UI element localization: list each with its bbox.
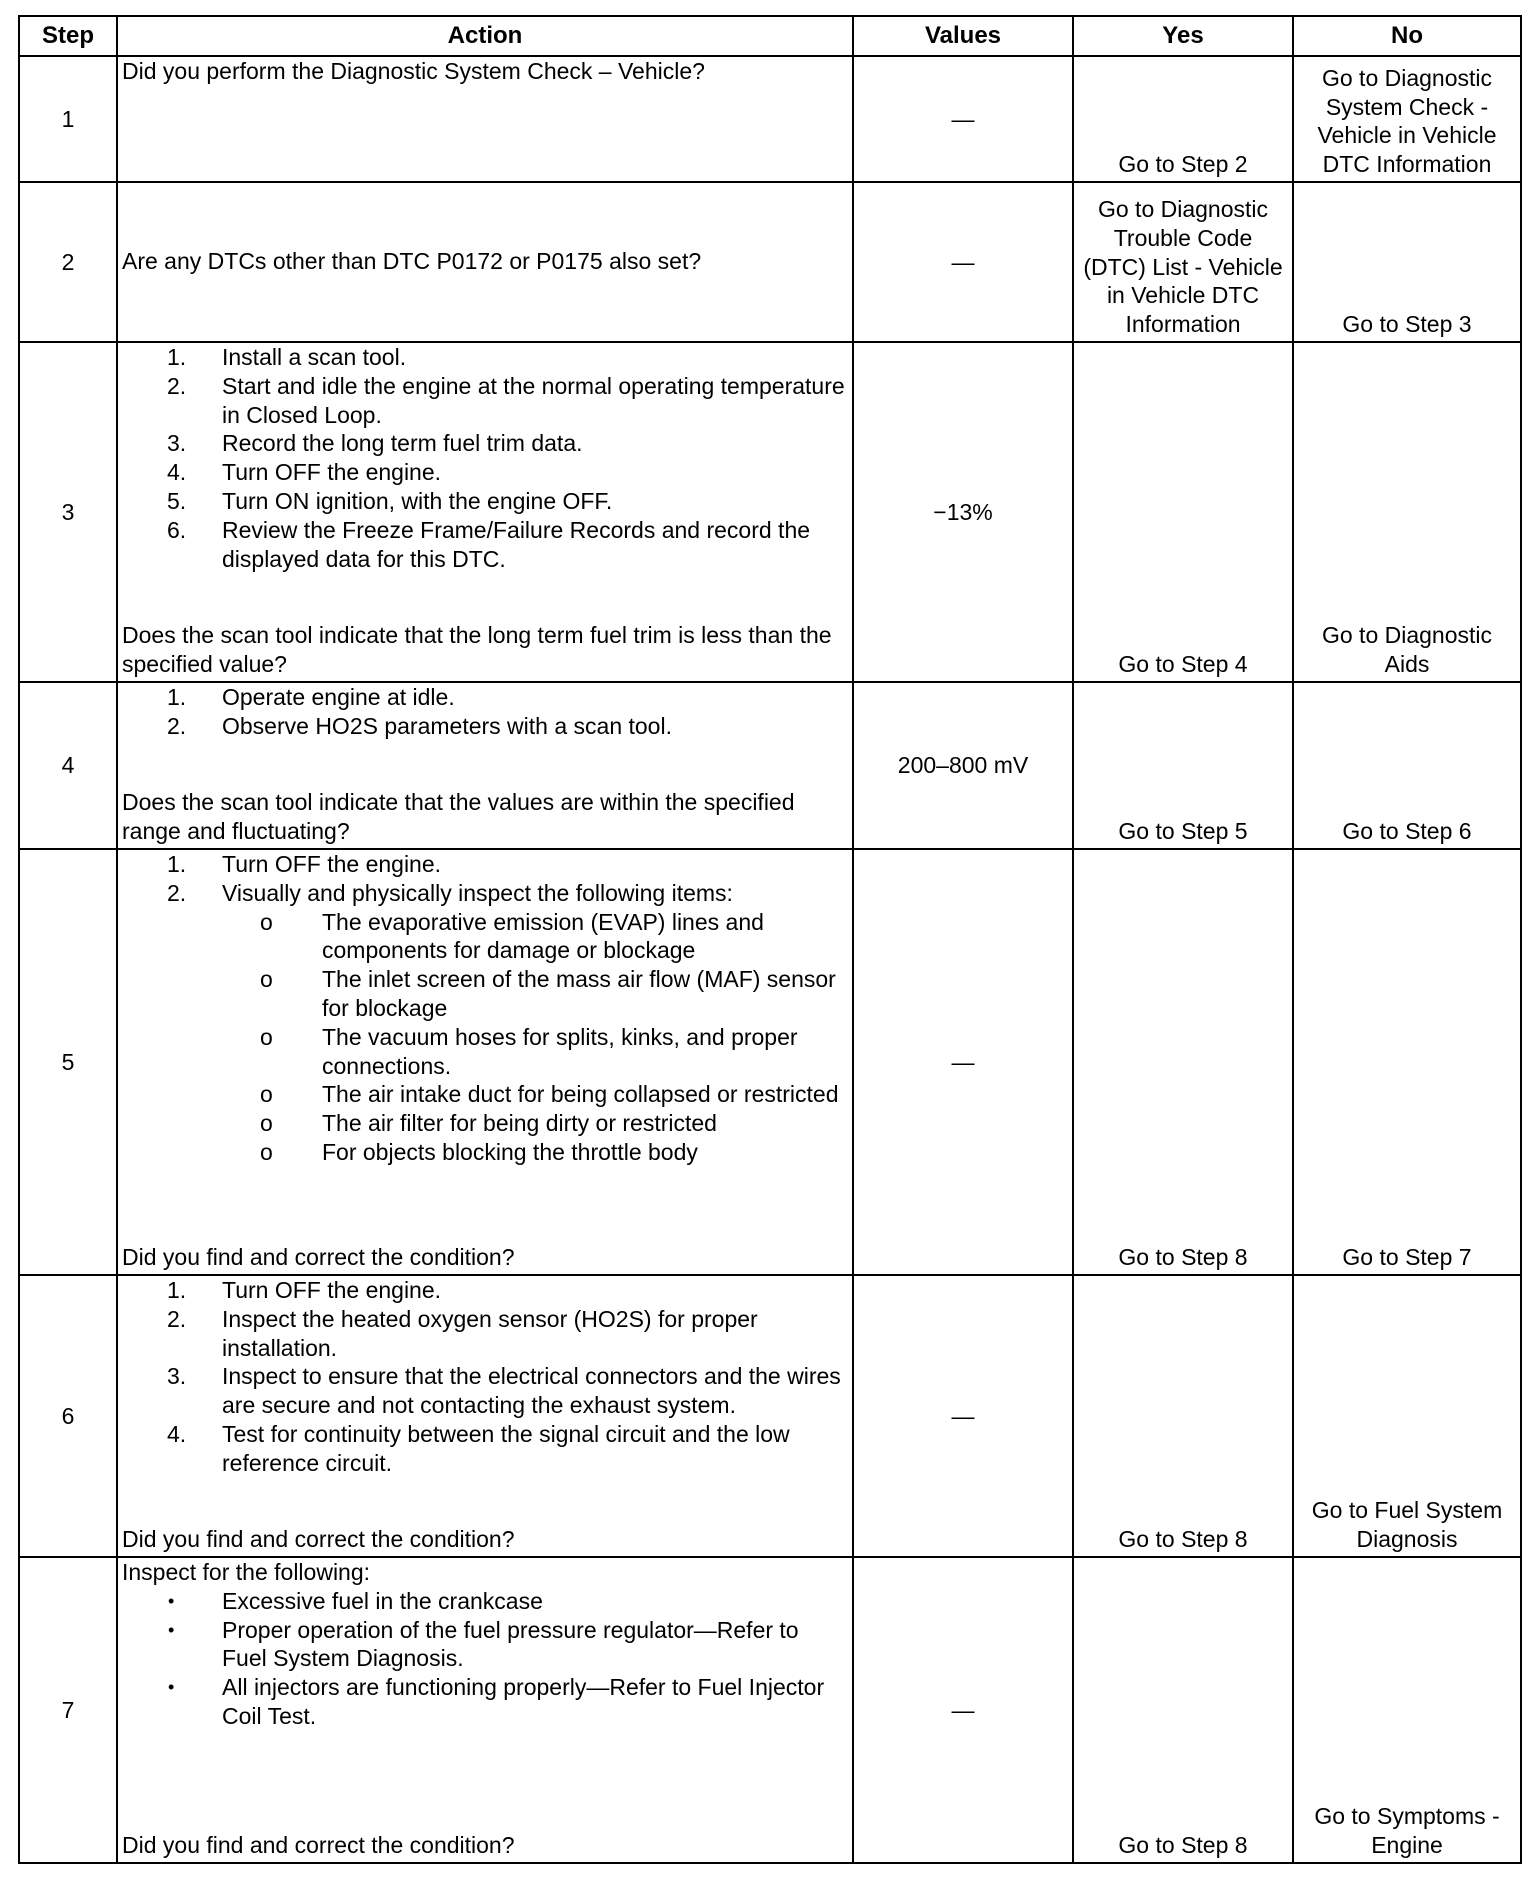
value-cell: — (853, 56, 1073, 182)
instruction-item (122, 1276, 848, 1305)
value-cell: — (853, 1275, 1073, 1557)
instruction-text: Visually and physically inspect the following items: (222, 879, 733, 906)
sub-item (122, 908, 848, 966)
instruction-number: 1. (167, 1277, 187, 1303)
instruction-number: 2. (167, 1305, 187, 1332)
action-instructions (122, 1276, 848, 1478)
sub-item (122, 1109, 848, 1138)
action-cell (117, 849, 853, 1275)
sub-item-text: The vacuum hoses for splits, kinks, and proper connections. (322, 1023, 798, 1079)
action-cell (117, 182, 853, 342)
no-cell: Go to Step 7 (1293, 849, 1521, 1275)
instruction-text: Test for continuity between the signal circuit and the low reference circuit. (222, 1420, 790, 1476)
yes-cell: Go to Step 8 (1073, 1275, 1293, 1557)
instruction-item (122, 343, 848, 372)
instruction-text: Record the long term fuel trim data. (222, 430, 583, 457)
action-content (122, 183, 848, 339)
sub-item-marker: o (260, 1138, 273, 1165)
instruction-item (122, 458, 848, 487)
instruction-number: 1. (167, 344, 187, 370)
sub-item (122, 965, 848, 1023)
table-row (19, 342, 1521, 682)
instruction-number: 3. (167, 430, 187, 457)
instruction-text: Turn ON ignition, with the engine OFF. (222, 487, 613, 514)
value-cell: — (853, 849, 1073, 1275)
sub-item-text: The inlet screen of the mass air flow (MAF) sensor for blockage (322, 966, 836, 1021)
action-cell (117, 1275, 853, 1557)
diagnostic-table (18, 15, 1522, 1864)
action-question: Does the scan tool indicate that the long term fuel trim is less than the specified value? (122, 622, 832, 678)
instruction-item (122, 879, 848, 908)
yes-cell: Go to Diagnostic Trouble Code (DTC) List - Vehicle in Vehicle DTC Information (1073, 182, 1293, 342)
instruction-text: Turn OFF the engine. (222, 1277, 442, 1303)
instruction-item (122, 1362, 848, 1420)
bullet-item (122, 1673, 848, 1731)
header-yes: Yes (1073, 16, 1293, 56)
instruction-item (122, 683, 848, 712)
action-question: Did you find and correct the condition? (122, 1244, 515, 1271)
sub-item-marker: o (260, 966, 273, 993)
step-number: 7 (19, 1557, 117, 1863)
action-content (122, 850, 848, 1272)
instruction-number: 1. (167, 851, 187, 877)
instruction-text: Inspect the heated oxygen sensor (HO2S) for proper installation. (222, 1305, 758, 1361)
instruction-item (122, 372, 848, 430)
table-row (19, 849, 1521, 1275)
no-cell: Go to Diagnostic System Check - Vehicle in Vehicle DTC Information (1293, 56, 1521, 182)
value-cell: — (853, 1557, 1073, 1863)
sub-item (122, 1080, 848, 1109)
instruction-number: 5. (167, 487, 187, 514)
value-cell: 200–800 mV (853, 682, 1073, 849)
action-cell (117, 1557, 853, 1863)
step-number: 6 (19, 1275, 117, 1557)
step-number: 2 (19, 182, 117, 342)
header-no: No (1293, 16, 1521, 56)
yes-cell: Go to Step 5 (1073, 682, 1293, 849)
sub-item (122, 1023, 848, 1081)
instruction-text: Turn OFF the engine. (222, 459, 442, 486)
action-cell (117, 342, 853, 682)
instruction-text: Install a scan tool. (222, 344, 407, 370)
sub-item-marker: o (260, 1081, 273, 1108)
no-cell: Go to Diagnostic Aids (1293, 342, 1521, 682)
instruction-text: Observe HO2S parameters with a scan tool. (222, 712, 672, 739)
instruction-number: 2. (167, 372, 187, 399)
action-instructions (122, 343, 848, 573)
table-row (19, 56, 1521, 182)
bullet-marker: • (168, 1677, 175, 1698)
sub-item-text: The evaporative emission (EVAP) lines and components for damage or blockage (322, 908, 764, 964)
step-number: 1 (19, 56, 117, 182)
yes-cell: Go to Step 8 (1073, 1557, 1293, 1863)
instruction-number: 2. (167, 879, 187, 906)
sub-item-text: For objects blocking the throttle body (322, 1138, 698, 1165)
instruction-item (122, 487, 848, 516)
instruction-number: 4. (167, 1420, 187, 1447)
instruction-number: 1. (167, 684, 187, 710)
instruction-text: Turn OFF the engine. (222, 851, 442, 877)
sub-item-marker: o (260, 908, 273, 935)
table-row (19, 1557, 1521, 1863)
instruction-number: 3. (167, 1363, 187, 1390)
instruction-item (122, 850, 848, 879)
action-content (122, 683, 848, 846)
bullet-item (122, 1616, 848, 1674)
instruction-text: Start and idle the engine at the normal operating temperature in Closed Loop. (222, 372, 845, 428)
bullet-marker: • (168, 1619, 175, 1640)
action-text: Are any DTCs other than DTC P0172 or P0175 also set? (122, 247, 702, 274)
header-row (19, 16, 1521, 56)
header-action: Action (117, 16, 853, 56)
bullet-text: Proper operation of the fuel pressure regulator—Refer to Fuel System Diagnosis. (222, 1616, 799, 1672)
bullet-item (122, 1587, 848, 1616)
action-cell (117, 56, 853, 182)
instruction-item (122, 1305, 848, 1363)
table-row (19, 182, 1521, 342)
yes-cell: Go to Step 4 (1073, 342, 1293, 682)
header-step: Step (19, 16, 117, 56)
action-instructions (122, 1558, 848, 1731)
sub-item-marker: o (260, 1023, 273, 1050)
action-content (122, 1276, 848, 1554)
step-number: 3 (19, 342, 117, 682)
sub-item-marker: o (260, 1110, 273, 1137)
instruction-number: 2. (167, 712, 187, 739)
header-values: Values (853, 16, 1073, 56)
action-instructions (122, 683, 848, 741)
value-cell: — (853, 182, 1073, 342)
sub-item-text: The air filter for being dirty or restricted (322, 1110, 717, 1137)
action-content (122, 1558, 848, 1860)
instruction-item (122, 429, 848, 458)
no-cell: Go to Step 3 (1293, 182, 1521, 342)
instruction-item (122, 516, 848, 574)
action-intro: Inspect for the following: (122, 1559, 371, 1585)
action-question: Does the scan tool indicate that the values are within the specified range and fluctuating? (122, 789, 795, 845)
instruction-item (122, 712, 848, 741)
action-cell (117, 682, 853, 849)
no-cell: Go to Symptoms - Engine (1293, 1557, 1521, 1863)
no-cell: Go to Fuel System Diagnosis (1293, 1275, 1521, 1557)
yes-cell: Go to Step 2 (1073, 56, 1293, 182)
instruction-text: Operate engine at idle. (222, 684, 455, 710)
step-number: 4 (19, 682, 117, 849)
bullet-text: Excessive fuel in the crankcase (222, 1587, 543, 1614)
action-content (122, 57, 848, 179)
instruction-text: Review the Freeze Frame/Failure Records and record the displayed data for this DTC. (222, 516, 811, 572)
instruction-text: Inspect to ensure that the electrical connectors and the wires are secure and not contacting the exhaust system. (222, 1363, 841, 1419)
sub-item-text: The air intake duct for being collapsed or restricted (322, 1081, 839, 1108)
no-cell: Go to Step 6 (1293, 682, 1521, 849)
instruction-number: 6. (167, 516, 187, 543)
value-cell: −13% (853, 342, 1073, 682)
step-number: 5 (19, 849, 117, 1275)
yes-cell: Go to Step 8 (1073, 849, 1293, 1275)
bullet-marker: • (168, 1590, 175, 1611)
action-question: Did you find and correct the condition? (122, 1832, 515, 1859)
instruction-number: 4. (167, 459, 187, 486)
sub-item (122, 1138, 848, 1167)
table-row (19, 1275, 1521, 1557)
action-content (122, 343, 848, 679)
bullet-text: All injectors are functioning properly—Refer to Fuel Injector Coil Test. (222, 1674, 825, 1729)
instruction-item (122, 1420, 848, 1478)
action-question: Did you find and correct the condition? (122, 1526, 515, 1553)
action-instructions (122, 850, 848, 1167)
table-row (19, 682, 1521, 849)
action-text: Did you perform the Diagnostic System Check – Vehicle? (122, 58, 705, 84)
